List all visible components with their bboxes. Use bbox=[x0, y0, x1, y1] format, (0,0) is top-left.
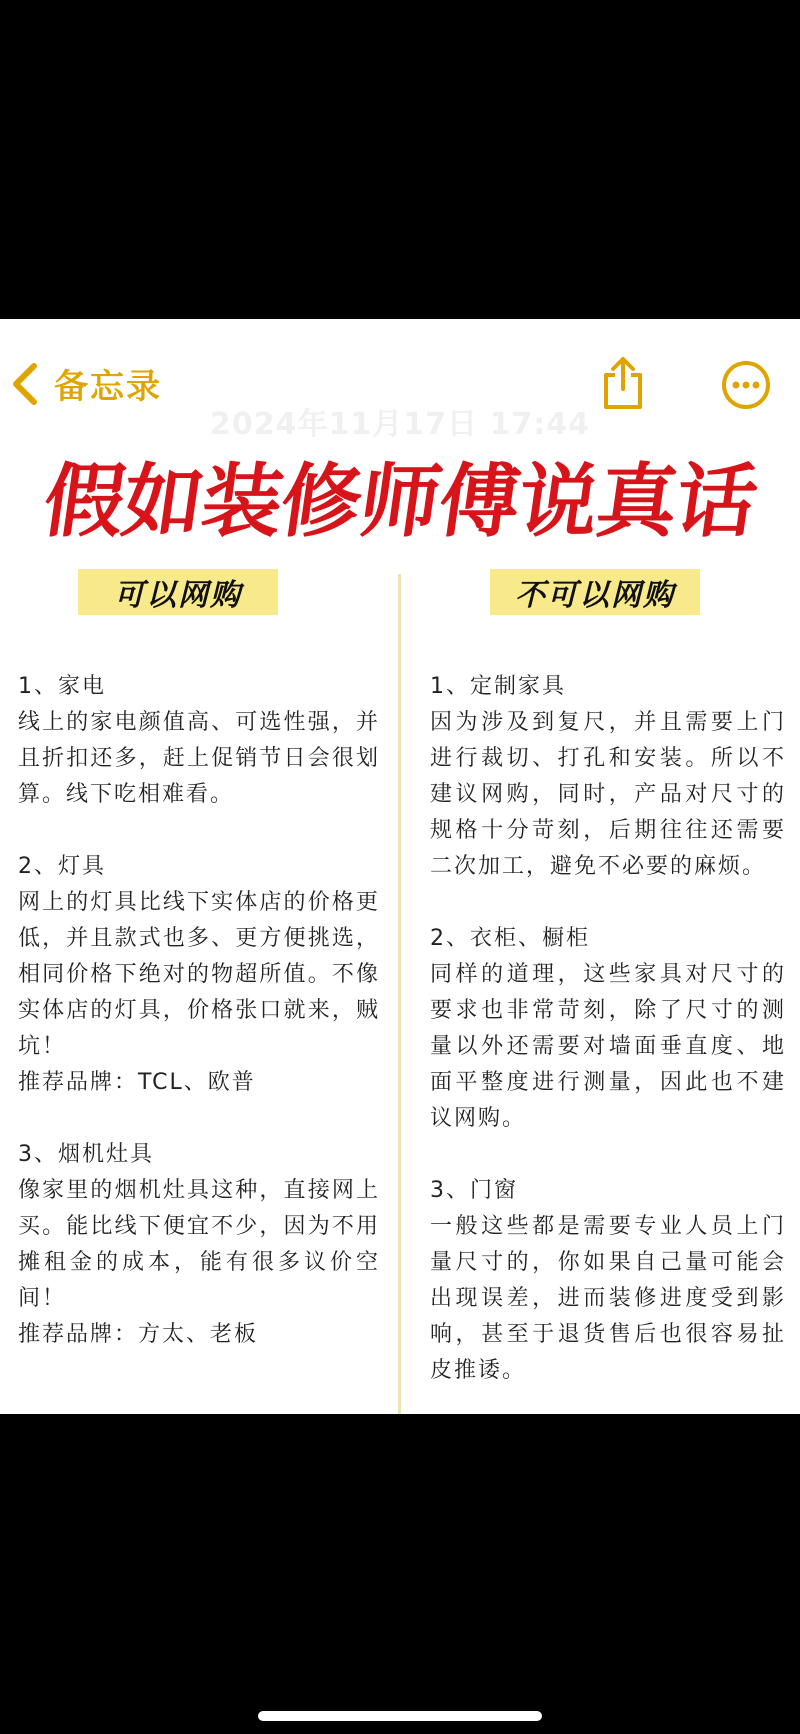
item-body: 因为涉及到复尺，并且需要上门进行裁切、打孔和安装。所以不建议网购，同时，产品对尺寸的规格十分苛刻，后期往往还需要二次加工，避免不必要的麻烦。 bbox=[430, 710, 786, 879]
list-item bbox=[18, 1137, 380, 1353]
item-brands: 推荐品牌：TCL、欧普 bbox=[18, 1070, 256, 1095]
list-item bbox=[18, 669, 380, 813]
home-indicator[interactable] bbox=[258, 1711, 542, 1721]
item-brands: 推荐品牌：方太、老板 bbox=[18, 1322, 259, 1347]
column-header: 不可以网购 bbox=[490, 569, 700, 615]
item-body: 同样的道理，这些家具对尺寸的要求也非常苛刻，除了尺寸的测量以外还需要对墙面垂直度、地面平整度进行测量，因此也不建议网购。 bbox=[430, 962, 786, 1131]
item-title: 1、定制家具 bbox=[430, 674, 566, 699]
back-label: 备忘录 bbox=[54, 367, 162, 407]
item-title: 3、门窗 bbox=[430, 1178, 518, 1203]
item-body: 像家里的烟机灶具这种，直接网上买。能比线下便宜不少，因为不用摊租金的成本，能有很多议价空间！ bbox=[18, 1178, 380, 1311]
item-title: 1、家电 bbox=[18, 674, 106, 699]
item-title: 2、衣柜、橱柜 bbox=[430, 926, 590, 951]
list-item bbox=[430, 921, 786, 1137]
item-list bbox=[18, 669, 380, 1389]
column-divider bbox=[398, 574, 401, 1414]
item-body: 网上的灯具比线下实体店的价格更低，并且款式也多、更方便挑选，相同价格下绝对的物超所值。不像实体店的灯具，价格张口就来，贼坑！ bbox=[18, 890, 380, 1059]
note-sheet bbox=[0, 319, 800, 1414]
list-item bbox=[430, 669, 786, 885]
list-item bbox=[430, 1173, 786, 1389]
item-title: 2、灯具 bbox=[18, 854, 106, 879]
column-header: 可以网购 bbox=[78, 569, 278, 615]
note-title: 假如装修师傅说真话 bbox=[37, 454, 763, 548]
item-body: 线上的家电颜值高、可选性强，并且折扣还多，赶上促销节日会很划算。线下吃相难看。 bbox=[18, 710, 380, 807]
list-item bbox=[18, 849, 380, 1101]
item-body: 一般这些都是需要专业人员上门量尺寸的，你如果自己量可能会出现误差，进而装修进度受到影响，甚至于退货售后也很容易扯皮推诿。 bbox=[430, 1214, 786, 1383]
note-timestamp: 2024年11月17日 17:44 bbox=[210, 407, 590, 442]
item-title: 3、烟机灶具 bbox=[18, 1142, 154, 1167]
item-list bbox=[430, 669, 786, 1425]
